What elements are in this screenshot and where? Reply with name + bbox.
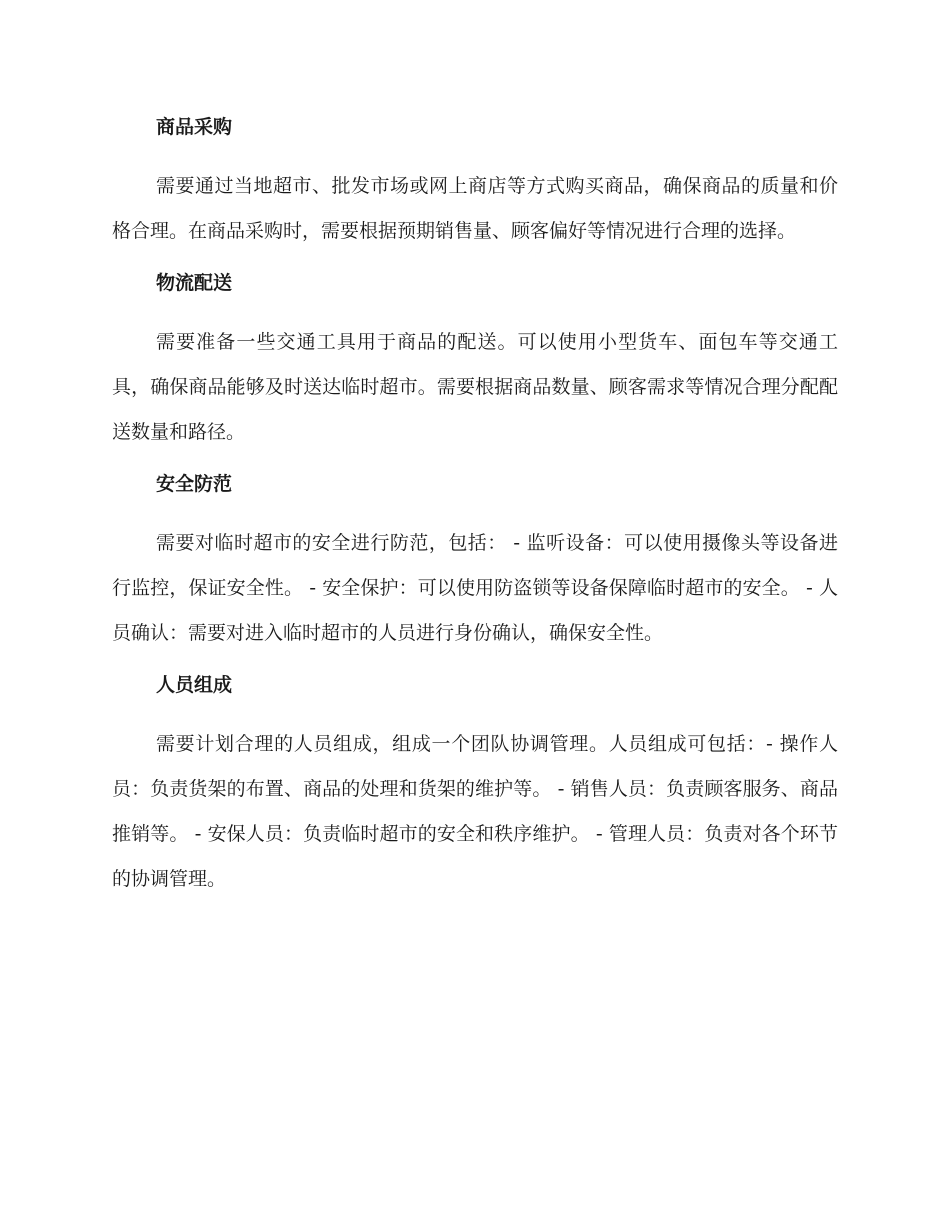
section-heading: 安全防范 <box>156 473 233 495</box>
section-paragraph: 需要准备一些交通工具用于商品的配送。可以使用小型货车、面包车等交通工具，确保商品能够及时送达临时超市。需要根据商品数量、顾客需求等情况合理分配配送数量和路径。 <box>112 331 838 443</box>
section-logistics <box>112 268 838 455</box>
section-paragraph: 需要对临时超市的安全进行防范，包括： - 监听设备：可以使用摄像头等设备进行监控，保证安全性。 - 安全保护：可以使用防盗锁等设备保障临时超市的安全。 - 人员确认：需要对进入临时超市的人员进行身份确认，确保安全性。 <box>112 532 838 644</box>
section-heading: 人员组成 <box>156 674 233 696</box>
section-paragraph: 需要通过当地超市、批发市场或网上商店等方式购买商品，确保商品的质量和价格合理。在商品采购时，需要根据预期销售量、顾客偏好等情况进行合理的选择。 <box>112 175 838 242</box>
section-paragraph: 需要计划合理的人员组成，组成一个团队协调管理。人员组成可包括：- 操作人员：负责货架的布置、商品的处理和货架的维护等。 - 销售人员：负责顾客服务、商品推销等。 - 安保人员：负责临时超市的安全和秩序维护。 - 管理人员：负责对各个环节的协调管理。 <box>112 733 838 890</box>
section-procurement <box>112 112 838 254</box>
section-staffing <box>112 670 838 902</box>
section-heading: 商品采购 <box>156 116 233 138</box>
section-heading: 物流配送 <box>156 272 233 294</box>
section-security <box>112 469 838 656</box>
